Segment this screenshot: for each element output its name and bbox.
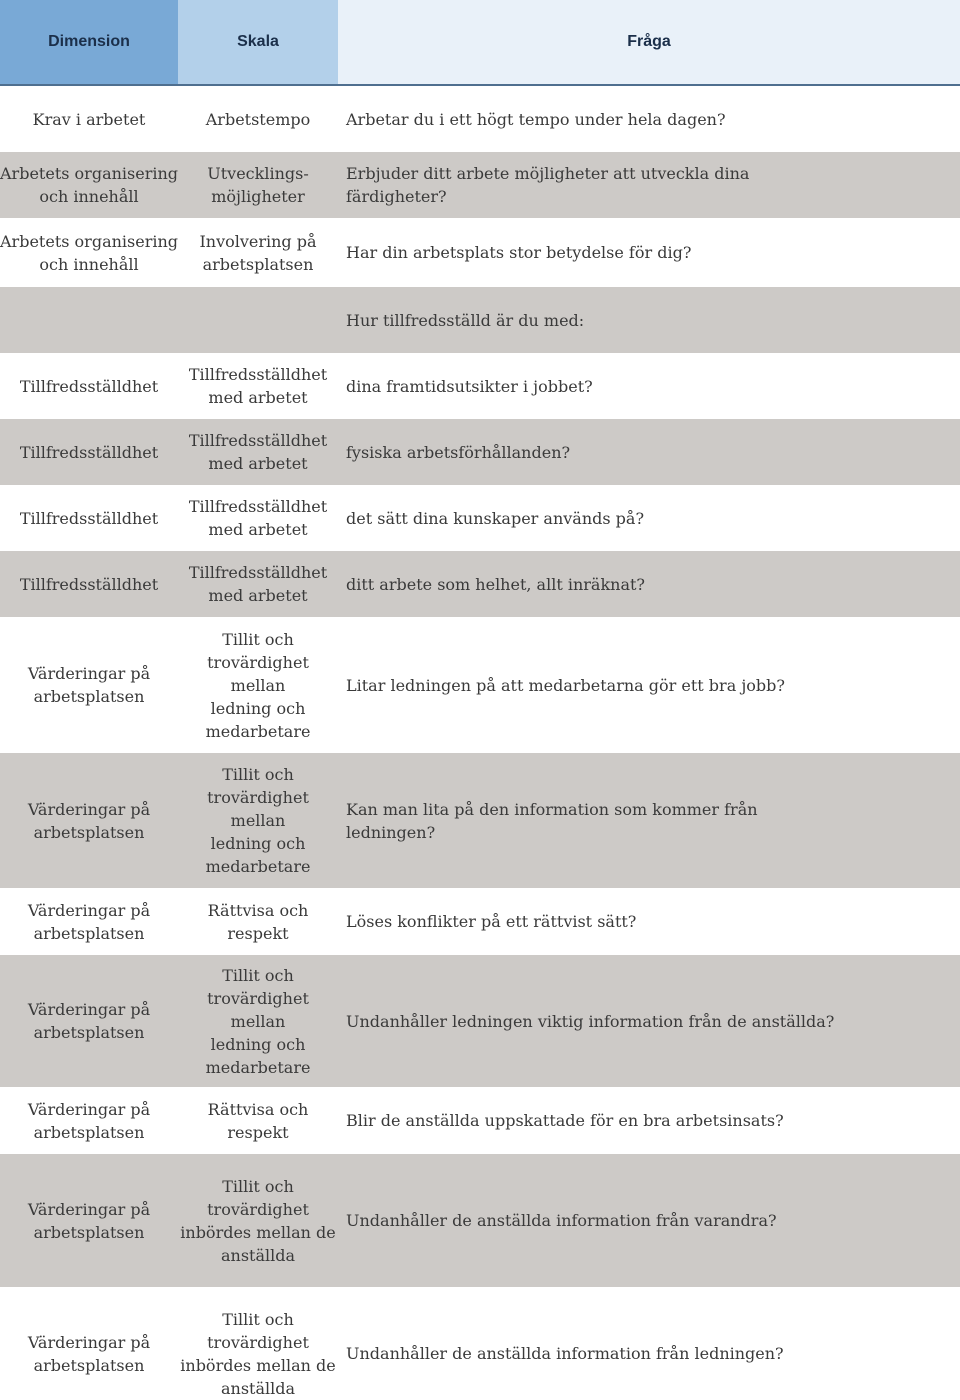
skala-cell: Tillit och trovärdighet mellan ledning och medarbetare — [205, 629, 311, 741]
dimension-cell: Värderingar på arbetsplatsen — [27, 799, 151, 842]
skala-cell: Tillit och trovärdighet mellan ledning och medarbetare — [205, 965, 311, 1077]
header-dimension: Dimension — [0, 0, 178, 84]
fraga-cell: Blir de anställda uppskattade för en bra arbetsinsats? — [346, 1111, 784, 1130]
fraga-cell: Arbetar du i ett högt tempo under hela dagen? — [346, 109, 726, 129]
skala-cell: Tillit och trovärdighet inbördes mellan de anställda — [180, 1176, 336, 1265]
fraga-cell: Kan man lita på den information som kommer från ledningen? — [346, 799, 758, 842]
table-row — [0, 1287, 960, 1396]
fraga-cell: Undanhåller de anställda information från ledningen? — [346, 1344, 784, 1363]
skala-cell: Tillit och trovärdighet mellan ledning och medarbetare — [205, 765, 311, 876]
dimension-cell: Arbetets organisering och innehåll — [0, 164, 179, 206]
skala-cell: Rättvisa och respekt — [207, 900, 309, 943]
dimension-cell: Tillfredsställdhet — [19, 508, 159, 528]
fraga-cell: Hur tillfredsställd är du med: — [346, 310, 585, 330]
table-row — [0, 152, 960, 218]
fraga-cell: ditt arbete som helhet, allt inräknat? — [346, 574, 645, 594]
fraga-cell: dina framtidsutsikter i jobbet? — [346, 376, 593, 396]
skala-cell: Tillfredsställdhet med arbetet — [188, 365, 328, 407]
skala-cell: Tillfredsställdhet med arbetet — [188, 497, 328, 539]
header-fraga: Fråga — [338, 0, 960, 84]
dimension-cell: Värderingar på arbetsplatsen — [27, 1199, 151, 1242]
fraga-cell: Undanhåller de anställda information från varandra? — [346, 1211, 777, 1230]
header-skala: Skala — [178, 0, 338, 84]
table-header — [0, 0, 960, 86]
dimension-cell: Tillfredsställdhet — [19, 376, 159, 396]
table-row — [0, 287, 960, 353]
table-row — [0, 617, 960, 753]
dimension-cell: Tillfredsställdhet — [19, 574, 159, 594]
table-row — [0, 551, 960, 617]
skala-cell: Rättvisa och respekt — [207, 1099, 309, 1142]
table-row — [0, 1087, 960, 1154]
skala-cell: Tillit och trovärdighet inbördes mellan de anställda — [180, 1309, 336, 1398]
skala-cell: Tillfredsställdhet med arbetet — [188, 563, 328, 605]
table-row — [0, 888, 960, 955]
table-row — [0, 419, 960, 485]
table-row — [0, 1154, 960, 1287]
dimension-cell: Värderingar på arbetsplatsen — [27, 900, 151, 943]
table-row — [0, 353, 960, 419]
dimension-cell: Värderingar på arbetsplatsen — [27, 664, 151, 706]
fraga-cell: Undanhåller ledningen viktig information från de anställda? — [346, 1011, 835, 1031]
fraga-cell: Har din arbetsplats stor betydelse för dig? — [346, 243, 692, 262]
table-row — [0, 218, 960, 287]
skala-cell: Utvecklings- möjligheter — [207, 164, 309, 206]
dimension-cell: Arbetets organisering och innehåll — [0, 231, 179, 274]
dimension-cell: Krav i arbetet — [32, 109, 146, 129]
fraga-cell: Löses konflikter på ett rättvist sätt? — [346, 912, 637, 931]
skala-cell: Involvering på arbetsplatsen — [199, 231, 317, 274]
table-row — [0, 955, 960, 1087]
dimension-cell: Värderingar på arbetsplatsen — [27, 1099, 151, 1142]
table-row — [0, 485, 960, 551]
fraga-cell: Erbjuder ditt arbete möjligheter att utveckla dina färdigheter? — [346, 164, 750, 206]
skala-cell: Arbetstempo — [205, 109, 311, 129]
skala-cell: Tillfredsställdhet med arbetet — [188, 431, 328, 473]
table-row — [0, 753, 960, 888]
fraga-cell: fysiska arbetsförhållanden? — [346, 442, 571, 462]
dimension-cell: Värderingar på arbetsplatsen — [27, 1332, 151, 1375]
fraga-cell: Litar ledningen på att medarbetarna gör ett bra jobb? — [346, 675, 785, 695]
fraga-cell: det sätt dina kunskaper används på? — [346, 508, 645, 528]
dimension-cell: Värderingar på arbetsplatsen — [27, 1000, 151, 1042]
dimension-cell: Tillfredsställdhet — [19, 442, 159, 462]
table-row — [0, 86, 960, 152]
